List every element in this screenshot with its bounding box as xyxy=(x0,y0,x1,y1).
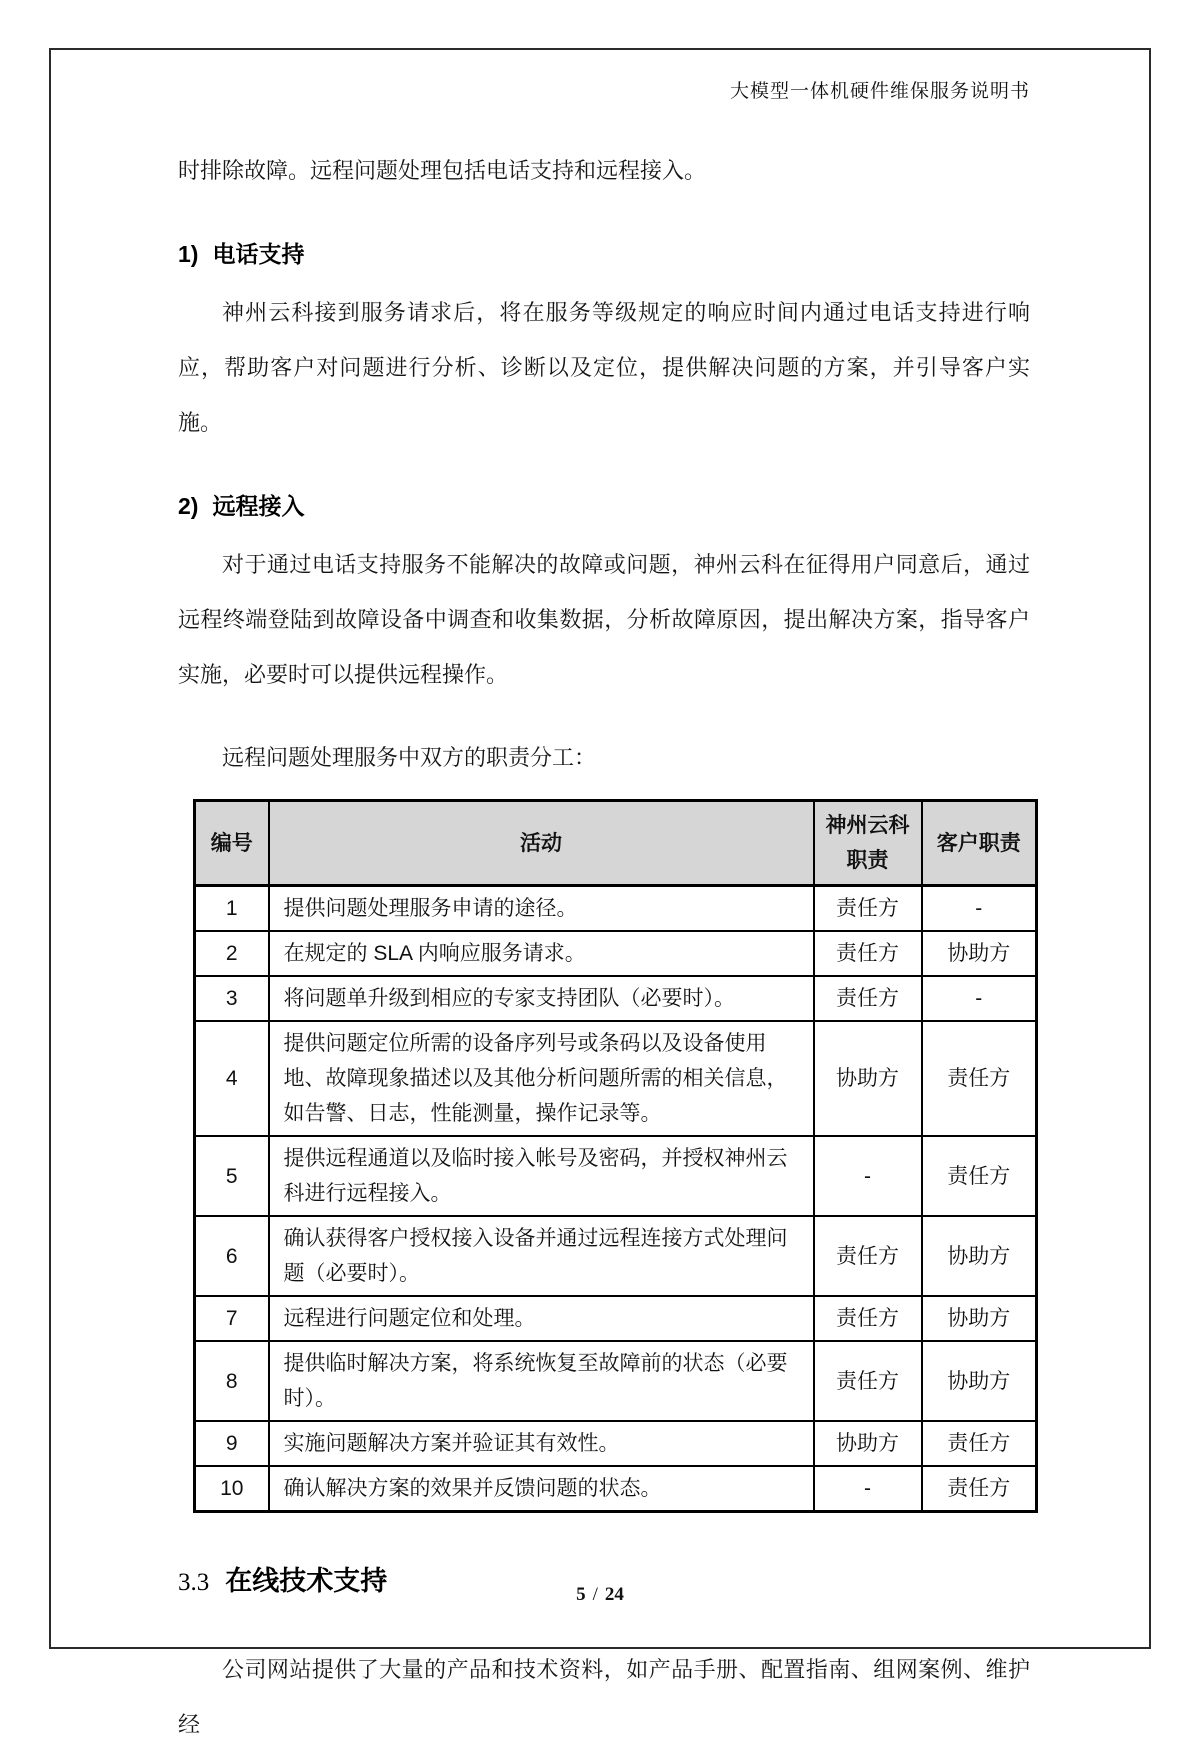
cell-row-number: 3 xyxy=(195,976,269,1021)
paragraph-online-support: 公司网站提供了大量的产品和技术资料，如产品手册、配置指南、组网案例、维护经 xyxy=(178,1657,1030,1737)
page-footer xyxy=(0,1584,1200,1606)
heading-number: 1) xyxy=(178,241,199,267)
column-header-activity: 活动 xyxy=(269,801,814,886)
cell-activity: 提供临时解决方案，将系统恢复至故障前的状态（必要时）。 xyxy=(269,1341,814,1421)
table-row xyxy=(195,1341,1037,1421)
table-row xyxy=(195,886,1037,932)
column-header-customer-responsibility: 客户职责 xyxy=(922,801,1037,886)
table-header-row xyxy=(195,801,1037,886)
document-header-title: 大模型一体机硬件维保服务说明书 xyxy=(729,81,1030,102)
cell-vendor-role: 责任方 xyxy=(814,1296,922,1341)
cell-vendor-role: 责任方 xyxy=(814,886,922,932)
cell-activity: 提供问题处理服务申请的途径。 xyxy=(269,886,814,932)
column-header-vendor-line2: 职责 xyxy=(846,849,889,872)
table-row xyxy=(195,1466,1037,1512)
cell-vendor-role: - xyxy=(814,1136,922,1216)
section-heading-remote-access xyxy=(178,488,1030,521)
cell-activity: 远程进行问题定位和处理。 xyxy=(269,1296,814,1341)
heading-number: 3.3 xyxy=(178,1569,210,1596)
cell-vendor-role: 责任方 xyxy=(814,1341,922,1421)
table-row xyxy=(195,1296,1037,1341)
cell-customer-role: 责任方 xyxy=(922,1421,1037,1466)
paragraph-phone-support: 神州云科接到服务请求后，将在服务等级规定的响应时间内通过电话支持进行响应，帮助客户对问题进行分析、诊断以及定位，提供解决问题的方案，并引导客户实施。 xyxy=(178,300,1030,435)
cell-customer-role: 责任方 xyxy=(922,1136,1037,1216)
table-row xyxy=(195,1421,1037,1466)
cell-activity: 确认解决方案的效果并反馈问题的状态。 xyxy=(269,1466,814,1512)
cell-vendor-role: - xyxy=(814,1466,922,1512)
cell-activity: 提供远程通道以及临时接入帐号及密码，并授权神州云科进行远程接入。 xyxy=(269,1136,814,1216)
heading-text: 远程接入 xyxy=(212,493,305,519)
cell-row-number: 4 xyxy=(195,1021,269,1136)
cell-customer-role: 协助方 xyxy=(922,1341,1037,1421)
cell-customer-role: - xyxy=(922,976,1037,1021)
cell-activity: 确认获得客户授权接入设备并通过远程连接方式处理问题（必要时）。 xyxy=(269,1216,814,1296)
column-header-vendor-responsibility xyxy=(814,801,922,886)
heading-number: 2) xyxy=(178,493,199,519)
page-number-current: 5 xyxy=(576,1584,586,1605)
cell-row-number: 1 xyxy=(195,886,269,932)
responsibilities-table xyxy=(193,799,1038,1513)
table-row xyxy=(195,1216,1037,1296)
table-row xyxy=(195,1136,1037,1216)
cell-row-number: 8 xyxy=(195,1341,269,1421)
cell-row-number: 9 xyxy=(195,1421,269,1466)
cell-activity: 提供问题定位所需的设备序列号或条码以及设备使用地、故障现象描述以及其他分析问题所需的相关信息，如告警、日志，性能测量，操作记录等。 xyxy=(269,1021,814,1136)
cell-activity: 将问题单升级到相应的专家支持团队（必要时）。 xyxy=(269,976,814,1021)
cell-row-number: 2 xyxy=(195,931,269,976)
table-row xyxy=(195,976,1037,1021)
cell-customer-role: 协助方 xyxy=(922,1296,1037,1341)
column-header-id: 编号 xyxy=(195,801,269,886)
cell-row-number: 10 xyxy=(195,1466,269,1512)
section-heading-phone-support xyxy=(178,236,1030,269)
cell-row-number: 5 xyxy=(195,1136,269,1216)
cell-customer-role: - xyxy=(922,886,1037,932)
page-number-total: 24 xyxy=(604,1584,624,1605)
cell-vendor-role: 责任方 xyxy=(814,931,922,976)
cell-customer-role: 责任方 xyxy=(922,1466,1037,1512)
table-row xyxy=(195,931,1037,976)
cell-vendor-role: 责任方 xyxy=(814,976,922,1021)
cell-vendor-role: 责任方 xyxy=(814,1216,922,1296)
cell-vendor-role: 协助方 xyxy=(814,1421,922,1466)
paragraph-responsibilities-lead-in: 远程问题处理服务中双方的职责分工： xyxy=(222,745,597,770)
cell-row-number: 6 xyxy=(195,1216,269,1296)
page-content xyxy=(178,48,1030,1752)
cell-customer-role: 协助方 xyxy=(922,931,1037,976)
cell-row-number: 7 xyxy=(195,1296,269,1341)
page-number-separator: / xyxy=(592,1584,598,1605)
cell-customer-role: 责任方 xyxy=(922,1021,1037,1136)
heading-text: 在线技术支持 xyxy=(225,1566,388,1596)
table-row xyxy=(195,1021,1037,1136)
intro-paragraph: 时排除故障。远程问题处理包括电话支持和远程接入。 xyxy=(178,158,707,183)
cell-activity: 实施问题解决方案并验证其有效性。 xyxy=(269,1421,814,1466)
cell-activity: 在规定的 SLA 内响应服务请求。 xyxy=(269,931,814,976)
column-header-vendor-line1: 神州云科 xyxy=(825,814,910,837)
cell-customer-role: 协助方 xyxy=(922,1216,1037,1296)
heading-text: 电话支持 xyxy=(212,241,305,267)
cell-vendor-role: 协助方 xyxy=(814,1021,922,1136)
paragraph-remote-access: 对于通过电话支持服务不能解决的故障或问题，神州云科在征得用户同意后，通过远程终端登陆到故障设备中调查和收集数据，分析故障原因，提出解决方案，指导客户实施，必要时可以提供远程操作。 xyxy=(178,552,1030,687)
